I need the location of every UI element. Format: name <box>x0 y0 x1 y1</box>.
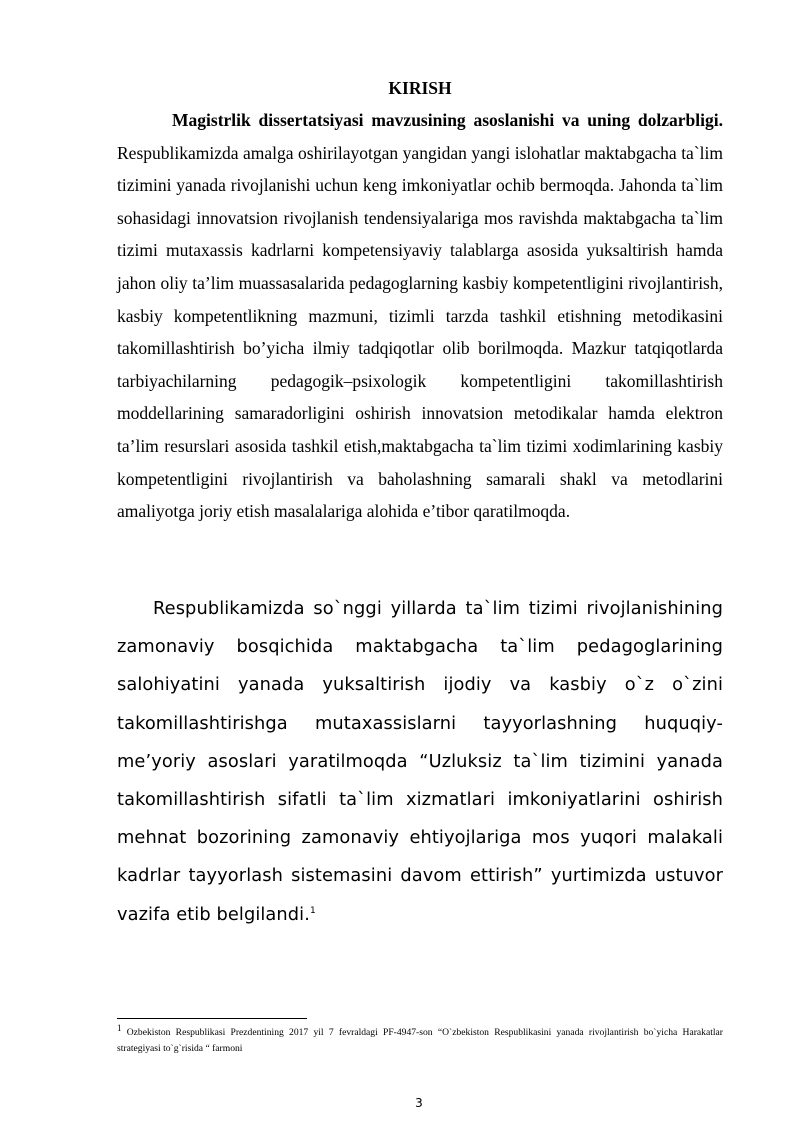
page-number: 3 <box>415 1096 423 1110</box>
footnote-marker: 1 <box>117 1022 122 1033</box>
second-paragraph-text: Respublikamizda so`nggi yillarda ta`lim tizimi rivojlanishining zamonaviy bosqichida maktabgacha ta`lim pedagoglarining salohiyatini yanada yuksaltirish ijodiy va kasbiy o`z o`zini takomillashtirishga mutaxassislarni tayyorlashning huquqiy-me’yoriy asoslari yaratilmoqda “Uzluksiz ta`lim tizimini yanada takomillashtirish sifatli ta`lim xizmatlari imkoniyatlarini oshirish mehnat bozorining zamonaviy ehtiyojlariga mos yuqori malakali kadrlar tayyorlash sistemasini davom ettirish” yurtimizda ustuvor vazifa etib belgilandi. <box>117 598 723 925</box>
footnote-text: Ozbekiston Respublikasi Prezdentining 2017 yil 7 fevraldagi PF-4947-son “O`zbekiston Respublikasini yanada rivojlantirish bo`yicha Harakatlar strategiyasi to`g`risida “ farmoni <box>117 1027 723 1054</box>
section-heading: KIRISH <box>388 78 452 98</box>
second-paragraph <box>117 590 723 934</box>
paragraph-lead-bold: Magistrlik dissertatsiyasi mavzusining asoslanishi va uning dolzarbligi. <box>172 110 723 130</box>
footnote-reference[interactable]: 1 <box>309 905 316 916</box>
footnote-separator <box>117 1018 307 1019</box>
intro-paragraph <box>117 104 723 528</box>
paragraph-body-text: Respublikamizda amalga oshirilayotgan yangidan yangi islohatlar maktabgacha ta`lim tizimini yanada rivojlanishi uchun keng imkoniyatlar ochib bermoqda. Jahonda ta`lim sohasidagi innovatsion rivojlanish tendensiyalariga mos ravishda maktabgacha ta`lim tizimi mutaxassis kadrlarni kompetensiyaviy talablarga asosida yuksaltirish hamda jahon oliy ta’lim muassasalarida pedagoglarning kasbiy kompetentligini rivojlantirish, kasbiy kompetentlikning mazmuni, tizimli tarzda tashkil etishning metodikasini takomillashtirish bo’yicha ilmiy tadqiqotlar olib borilmoqda. Mazkur tatqiqotlarda tarbiyachilarning pedagogik–psixologik kompetentligini takomillashtirish moddellarining samaradorligini oshirish innovatsion metodikalar hamda elektron ta’lim resurslari asosida tashkil etish,maktabgacha ta`lim tizimi xodimlarining kasbiy kompetentligini rivojlantirish va baholashning samarali shakl va metodlarini amaliyotga joriy etish masalalariga alohida e’tibor qaratilmoqda. <box>117 142 723 522</box>
footnote <box>117 1022 723 1056</box>
